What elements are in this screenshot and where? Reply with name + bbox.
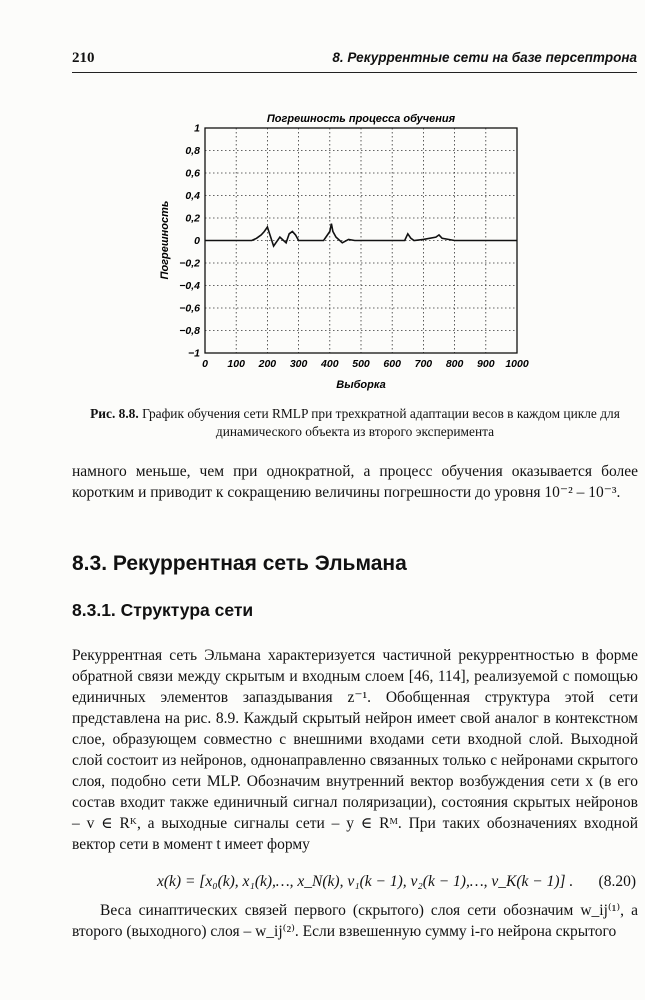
x-tick-label: 200	[258, 358, 277, 370]
tick-labels	[179, 123, 529, 371]
paragraph: намного меньше, чем при однократной, а процесс обучения оказывается более коротким и приводит к сокращению величины погрешности до уровня 10⁻² – 10⁻³.	[72, 463, 638, 501]
subsection-title: 8.3.1. Структура сети	[72, 600, 254, 620]
y-tick-label: −0,4	[179, 280, 200, 292]
paragraph: Веса синаптических связей первого (скрытого) слоя сети обозначим w_ij⁽¹⁾, а второго (выходного) слоя – w_ij⁽²⁾. Если взвешенную сумму i-го нейрона скрытого	[72, 902, 638, 940]
equation-expression: x(k) = [x₀(k), x₁(k),…, x_N(k), v₁(k − 1), v₂(k − 1),…, v_K(k − 1)] .	[157, 873, 574, 890]
series-line	[205, 224, 517, 247]
figure-caption-text: График обучения сети RMLP при трехкратной адаптации весов в каждом цикле для динамического объекта из второго эксперимента	[142, 406, 620, 439]
y-tick-label: 0,6	[185, 167, 200, 180]
page-header	[72, 50, 637, 73]
x-tick-label: 300	[289, 358, 308, 370]
figure	[155, 108, 535, 398]
y-tick-label: −0,2	[179, 257, 200, 270]
y-tick-label: 0,8	[185, 145, 200, 157]
x-tick-label: 0	[202, 358, 208, 370]
y-tick-label: 0,4	[185, 190, 200, 202]
figure-label: Рис. 8.8.	[90, 406, 139, 421]
y-tick-label: −0,6	[179, 302, 200, 315]
error-chart	[155, 108, 535, 398]
x-tick-label: 800	[445, 358, 464, 370]
y-tick-label: −0,8	[179, 325, 200, 337]
x-tick-label: 900	[477, 358, 495, 370]
x-tick-label: 100	[227, 358, 245, 370]
y-tick-label: −1	[188, 347, 200, 360]
y-tick-label: 1	[194, 122, 200, 135]
x-tick-label: 400	[321, 358, 339, 370]
running-title: 8. Рекуррентные сети на базе персептрона	[332, 50, 637, 65]
x-axis-label: Выборка	[336, 379, 386, 391]
section-title: 8.3. Рекуррентная сеть Эльмана	[72, 552, 407, 575]
equation-number: (8.20)	[598, 873, 636, 890]
chart-title: Погрешность процесса обучения	[266, 113, 456, 125]
x-tick-label: 600	[383, 358, 401, 370]
page-number: 210	[72, 50, 95, 66]
y-tick-label: 0,2	[185, 212, 200, 225]
paragraph: Рекуррентная сеть Эльмана характеризуется частичной рекуррентностью в форме обратной связи между скрытым и входным слоем [46, 114], реализуемой с помощью единичных элементов запаздывания z⁻¹. Обобщенная структура этой сети представлена на рис. 8.9. Каждый скрытый нейрон имеет свой аналог в контекстном слое, образующем совместно с внешними входами сети входной слой. Выходной слой состоит из нейронов, однонаправленно связанных только с нейронами скрытого слоя, подобно сети MLP. Обозначим внутренний вектор возбуждения сети x (в его состав входит также единичный сигнал поляризации), состояния скрытых нейронов – v ∈ Rᴷ, а выходные сигналы сети – y ∈ Rᴹ. При таких обозначениях входной вектор сети в момент t имеет форму	[72, 647, 638, 853]
x-tick-label: 700	[414, 358, 433, 370]
y-axis-label: Погрешность	[159, 200, 171, 280]
x-tick-label: 1000	[505, 358, 529, 370]
y-tick-label: 0	[194, 235, 200, 247]
x-tick-label: 500	[352, 358, 370, 370]
figure-caption	[72, 405, 638, 441]
